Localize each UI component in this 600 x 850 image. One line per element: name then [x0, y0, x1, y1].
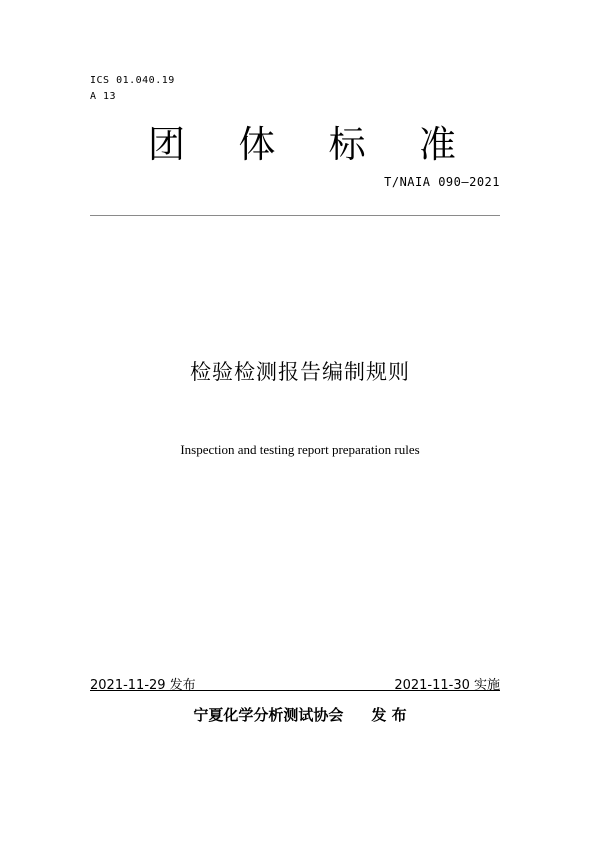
ics-code: ICS 01.040.19	[90, 75, 175, 86]
implement-date: 2021-11-30 实施	[394, 678, 500, 693]
issue-label: 发 布	[371, 706, 407, 724]
document-type-heading	[90, 120, 500, 170]
title-english: Inspection and testing report preparation rules	[180, 442, 420, 457]
title-chinese: 检验检测报告编制规则	[190, 360, 410, 384]
document-type-char: 团	[148, 123, 185, 166]
header-divider	[90, 215, 500, 216]
issuer-line	[0, 704, 600, 725]
issuer-name: 宁夏化学分析测试协会	[193, 706, 344, 724]
publish-date: 2021-11-29 发布	[90, 678, 196, 693]
document-type-char: 体	[238, 123, 276, 166]
ccs-code: A 13	[90, 91, 117, 102]
document-type-char: 标	[328, 123, 366, 166]
document-type-char: 准	[418, 123, 456, 166]
footer-divider	[90, 690, 500, 691]
standard-number: T/NAIA 090—2021	[384, 175, 500, 189]
